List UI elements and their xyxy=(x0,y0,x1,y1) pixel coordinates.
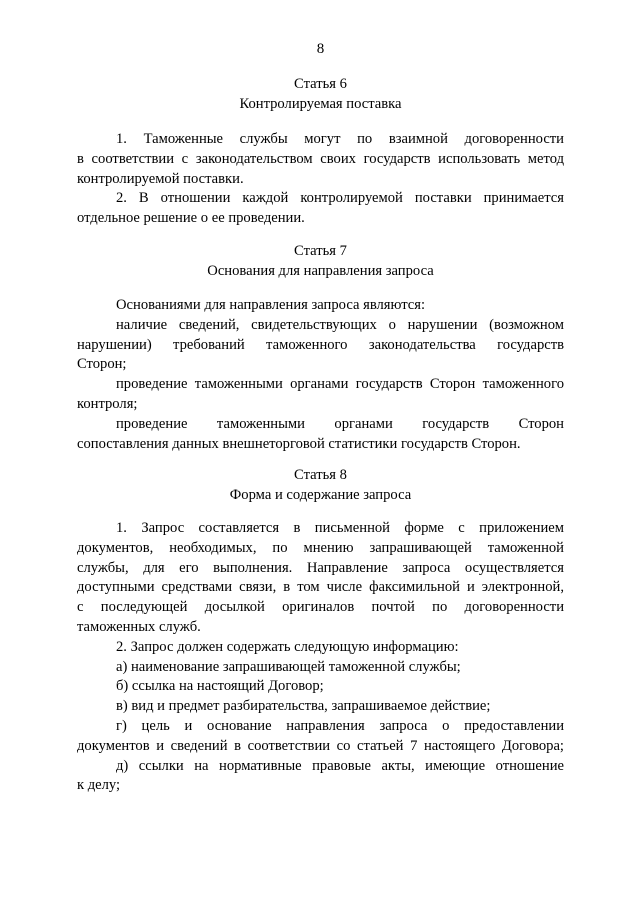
article-8-line: с последующей досылкой оригиналов почтой по договоренности xyxy=(77,599,564,616)
article-7-line: Сторон; xyxy=(77,356,127,373)
article-6-line: 2. В отношении каждой контролируемой поставки принимается xyxy=(116,190,564,207)
article-8-line: документов и сведений в соответствии со статьей 7 настоящего Договора; xyxy=(77,737,564,754)
article-6-subtitle: Контролируемая поставка xyxy=(239,96,402,112)
article-8-line: 2. Запрос должен содержать следующую информацию: xyxy=(116,638,459,655)
article-7-line: проведение таможенными органами государств Сторон xyxy=(116,415,564,432)
article-8-line: документов, необходимых, по мнению запрашивающей таможенной xyxy=(77,539,564,556)
article-7-heading xyxy=(77,241,564,281)
document-page xyxy=(77,0,564,905)
page-number: 8 xyxy=(316,41,325,57)
article-7-subtitle: Основания для направления запроса xyxy=(207,263,434,279)
article-8-line: в) вид и предмет разбирательства, запрашиваемое действие; xyxy=(116,698,491,715)
article-8-line: службы, для его выполнения. Направление запроса осуществляется xyxy=(77,559,564,576)
article-7-line: нарушении) требований таможенного законодательства государств xyxy=(77,336,564,353)
article-8-line: а) наименование запрашивающей таможенной службы; xyxy=(116,658,461,675)
article-8-heading xyxy=(77,465,564,505)
article-8-subtitle: Форма и содержание запроса xyxy=(229,487,412,503)
article-8-body xyxy=(77,519,564,796)
article-7-line: Основаниями для направления запроса являются: xyxy=(116,297,426,313)
article-6-title: Статья 6 xyxy=(294,76,347,92)
article-7-line: контроля; xyxy=(77,395,138,412)
article-6-line: 1. Таможенные службы могут по взаимной договоренности xyxy=(116,131,564,147)
article-7-line: проведение таможенными органами государств Сторон таможенного xyxy=(116,376,564,393)
article-7-line: сопоставления данных внешнеторговой статистики государств Сторон. xyxy=(77,435,521,452)
article-6-line: в соответствии с законодательством своих государств использовать метод xyxy=(77,150,564,167)
article-6-line: отдельное решение о ее проведении. xyxy=(77,210,305,227)
article-8-line: д) ссылки на нормативные правовые акты, имеющие отношение xyxy=(116,757,564,774)
article-6-line: контролируемой поставки. xyxy=(77,170,244,187)
article-6-body xyxy=(77,130,564,229)
article-8-title: Статья 8 xyxy=(294,467,347,483)
article-8-line: таможенных служб. xyxy=(77,618,201,635)
article-6-heading xyxy=(77,74,564,114)
article-7-line: наличие сведений, свидетельствующих о нарушении (возможном xyxy=(116,316,564,333)
article-8-line: к делу; xyxy=(77,777,121,794)
article-8-line: г) цель и основание направления запроса о предоставлении xyxy=(116,717,564,734)
article-8-line: 1. Запрос составляется в письменной форме с приложением xyxy=(116,520,564,536)
article-7-title: Статья 7 xyxy=(294,243,347,259)
article-7-body xyxy=(77,296,564,454)
article-8-line: б) ссылка на настоящий Договор; xyxy=(116,678,324,695)
article-8-line: доступными средствами связи, в том числе факсимильной и электронной, xyxy=(77,579,564,596)
